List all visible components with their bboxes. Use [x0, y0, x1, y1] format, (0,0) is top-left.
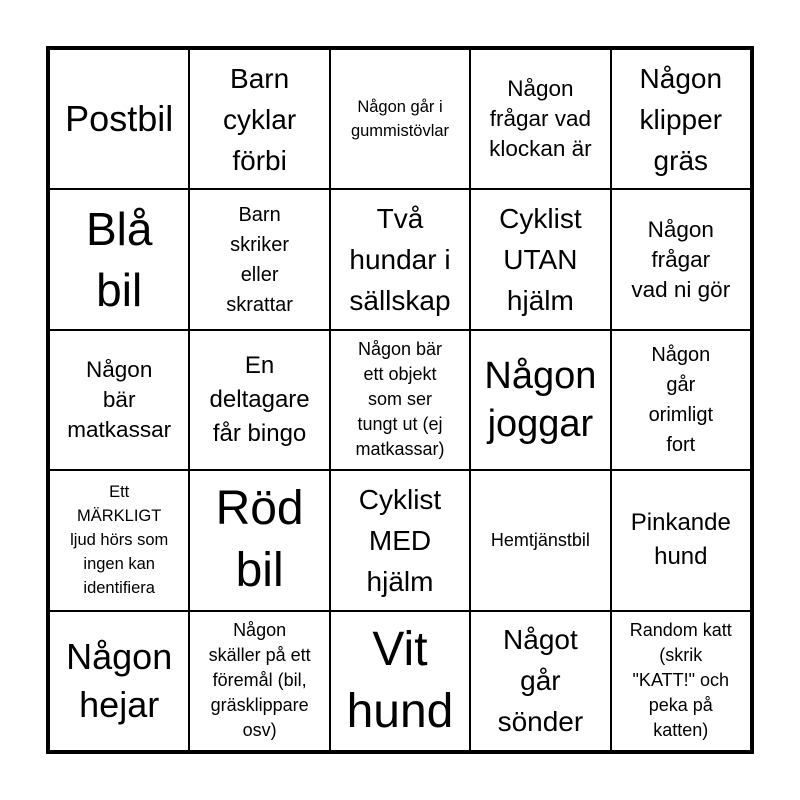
- bingo-cell-orimligt-fort[interactable]: [611, 330, 751, 470]
- bingo-cell-fragar-vad-ni-gor[interactable]: [611, 189, 751, 329]
- cell-label: Någon bär ett objekt som ser tungt ut (ej matkassar): [355, 339, 445, 460]
- cell-label: Röd bil: [215, 482, 304, 598]
- cell-label: Random katt (skrik "KATT!" och peka på katten): [629, 620, 732, 741]
- cell-label: Postbil: [65, 98, 174, 140]
- cell-label: En deltagare får bingo: [209, 351, 310, 447]
- bingo-cell-random-katt[interactable]: [611, 611, 751, 751]
- cell-label: Något går sönder: [497, 624, 584, 738]
- bingo-cell-skaller-foremal[interactable]: [189, 611, 329, 751]
- cell-label: Barn skriker eller skrattar: [226, 203, 293, 316]
- bingo-board: [46, 46, 754, 754]
- bingo-cell-postbil[interactable]: [49, 49, 189, 189]
- cell-label: Blå bil: [85, 202, 153, 316]
- cell-label: Någon går i gummistövlar: [350, 98, 450, 141]
- bingo-cell-joggar[interactable]: [470, 330, 610, 470]
- cell-label: Ett MÄRKLIGT ljud hörs som ingen kan identifiera: [70, 483, 169, 598]
- bingo-cell-hejar[interactable]: [49, 611, 189, 751]
- bingo-cell-rod-bil[interactable]: [189, 470, 329, 610]
- bingo-cell-bla-bil[interactable]: [49, 189, 189, 329]
- bingo-cell-fragar-klockan[interactable]: [470, 49, 610, 189]
- bingo-cell-nagot-sonder[interactable]: [470, 611, 610, 751]
- bingo-cell-tungt-objekt[interactable]: [330, 330, 470, 470]
- cell-label: Någon hejar: [66, 635, 173, 725]
- bingo-cell-klipper-gras[interactable]: [611, 49, 751, 189]
- cell-label: Cyklist UTAN hjälm: [499, 203, 582, 317]
- bingo-cell-cyklist-med[interactable]: [330, 470, 470, 610]
- cell-label: Pinkande hund: [630, 509, 731, 571]
- bingo-cell-barn-cyklar[interactable]: [189, 49, 329, 189]
- bingo-cell-markligt-ljud[interactable]: [49, 470, 189, 610]
- cell-label: Två hundar i sällskap: [349, 203, 451, 317]
- cell-label: Cyklist MED hjälm: [358, 483, 442, 597]
- bingo-cell-barn-skriker[interactable]: [189, 189, 329, 329]
- cell-label: Någon frågar vad klockan är: [489, 76, 592, 162]
- cell-label: Hemtjänstbil: [490, 529, 590, 550]
- cell-label: Någon bär matkassar: [67, 356, 172, 442]
- cell-label: Någon frågar vad ni gör: [631, 216, 731, 302]
- cell-label: Någon skäller på ett föremål (bil, gräsklippare osv): [208, 620, 311, 741]
- cell-label: Barn cyklar förbi: [223, 62, 297, 176]
- cell-label: Någon går orimligt fort: [648, 343, 714, 456]
- bingo-cell-matkassar[interactable]: [49, 330, 189, 470]
- cell-label: Någon joggar: [484, 354, 597, 445]
- cell-label: Vit hund: [346, 622, 454, 738]
- bingo-cell-cyklist-utan[interactable]: [470, 189, 610, 329]
- bingo-cell-hemtjanstbil[interactable]: [470, 470, 610, 610]
- cell-label: Någon klipper gräs: [639, 62, 723, 176]
- bingo-cell-deltagare-bingo[interactable]: [189, 330, 329, 470]
- bingo-cell-vit-hund[interactable]: [330, 611, 470, 751]
- bingo-cell-pinkande-hund[interactable]: [611, 470, 751, 610]
- bingo-cell-tva-hundar[interactable]: [330, 189, 470, 329]
- bingo-cell-gummistovlar[interactable]: [330, 49, 470, 189]
